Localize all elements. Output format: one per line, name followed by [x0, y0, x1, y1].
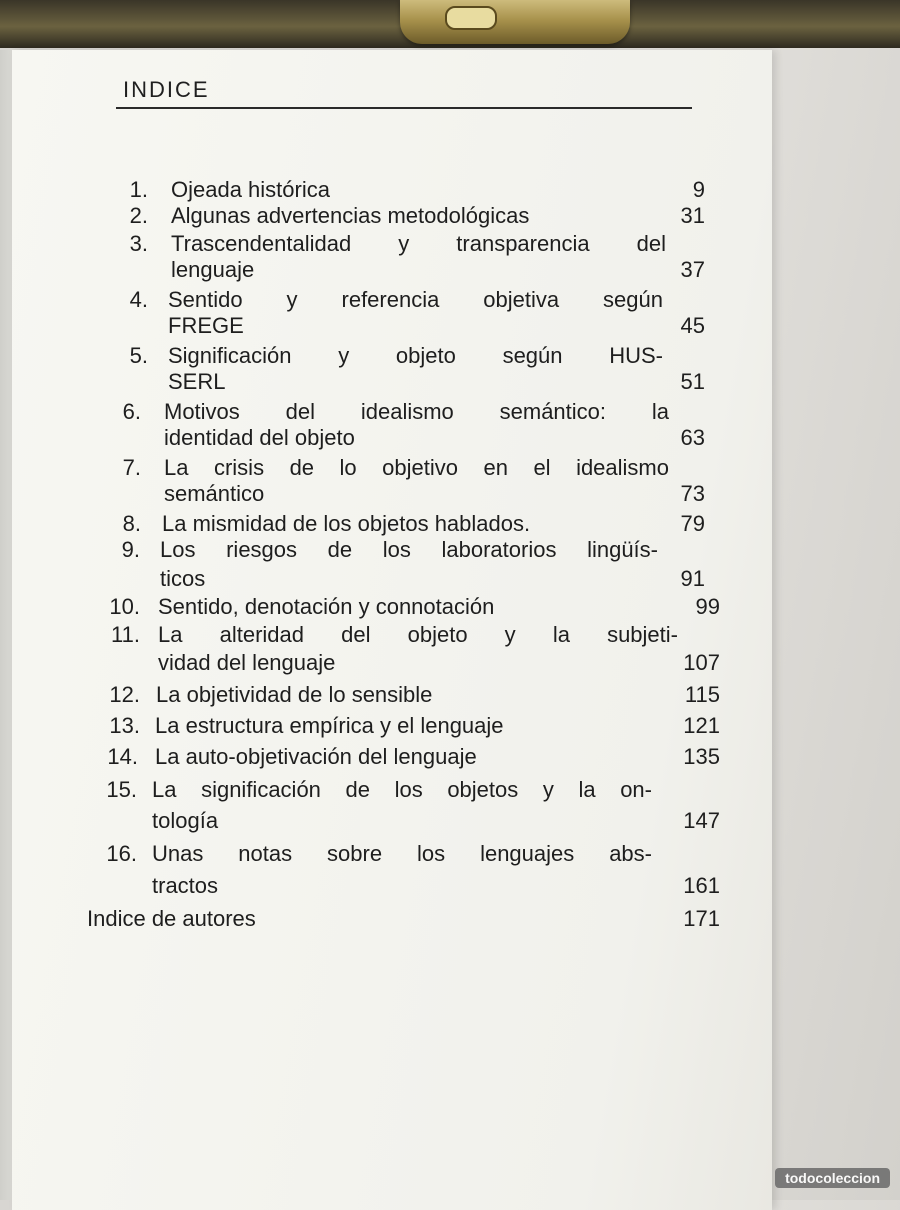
toc-entry-number: 3.: [129, 231, 148, 256]
toc-entry-title: La alteridad del objeto y la subjeti-: [158, 622, 678, 647]
toc-entry-number: 14.: [107, 744, 138, 769]
toc-entry-line: [0, 369, 900, 397]
toc-entry-number: 10.: [109, 594, 140, 619]
toc-entry-page: 31: [680, 203, 705, 228]
toc-entry-line: [0, 481, 900, 509]
toc-entry-title: SERL: [168, 369, 226, 394]
toc-entry-line: [0, 650, 900, 678]
toc-entry-line: [0, 343, 900, 371]
toc-entry-page: 63: [680, 425, 705, 450]
toc-entry-title: La significación de los objetos y la on-: [152, 777, 652, 802]
toc-entry-number: 16.: [106, 841, 137, 866]
toc-entry-title: Algunas advertencias metodológicas: [171, 203, 530, 228]
toc-entry-title: La objetividad de lo sensible: [156, 682, 433, 707]
toc-entry-title: Los riesgos de los laboratorios lingüís-: [160, 537, 658, 562]
toc-entry-line: [0, 511, 900, 539]
toc-entry-line: [0, 713, 900, 741]
toc-entry-page: 115: [684, 682, 720, 707]
binder-clip: [400, 0, 630, 44]
toc-entry-line: [0, 622, 900, 650]
toc-entry-line: [0, 313, 900, 341]
toc-entry-title: Sentido, denotación y connotación: [158, 594, 495, 619]
binder-clip-hinge: [445, 6, 497, 30]
index-authors-label: Indice de autores: [87, 906, 256, 931]
toc-entry-title: FREGE: [168, 313, 244, 338]
toc-entry-line: [0, 808, 900, 836]
toc-entry-number: 8.: [122, 511, 141, 536]
toc-entry-line: [0, 203, 900, 231]
toc-entry-title: La estructura empírica y el lenguaje: [155, 713, 504, 738]
toc-entry-page: 51: [680, 369, 705, 394]
toc-entry-page: 121: [683, 713, 720, 738]
toc-entry-page: 147: [683, 808, 720, 833]
toc-entry-number: 15.: [106, 777, 137, 802]
toc-entry-line: [0, 231, 900, 259]
toc-entry-title: vidad del lenguaje: [158, 650, 336, 675]
toc-entry-page: 107: [683, 650, 720, 675]
toc-entry-number: 6.: [122, 399, 141, 424]
toc-entry-page: 161: [683, 873, 720, 898]
toc-entry-page: 45: [680, 313, 705, 338]
toc-entry-title: lenguaje: [171, 257, 255, 282]
toc-entry-title: La crisis de lo objetivo en el idealismo: [164, 455, 669, 480]
toc-entry-line: [0, 682, 900, 710]
toc-entry-number: 12.: [109, 682, 140, 707]
toc-entry-title: Significación y objeto según HUS-: [168, 343, 663, 368]
toc-entry-title: semántico: [164, 481, 265, 506]
toc-entry-line: [0, 287, 900, 315]
toc-entry-page: 135: [683, 744, 720, 769]
toc-entry-line: [0, 566, 900, 594]
toc-entry-number: 13.: [109, 713, 140, 738]
toc-entry-line: [0, 425, 900, 453]
toc-entry-line: [0, 455, 900, 483]
toc-entry-line: [0, 177, 900, 205]
page-title: INDICE: [123, 77, 210, 102]
toc-entry-number: 9.: [121, 537, 140, 562]
toc-entry-page: 9: [692, 177, 705, 202]
toc-entry-number: 1.: [129, 177, 148, 202]
index-authors-row: [0, 906, 900, 934]
toc-entry-page: 99: [695, 594, 720, 619]
toc-entry-title: La auto-objetivación del lenguaje: [155, 744, 477, 769]
toc-entry-title: tología: [152, 808, 219, 833]
toc-entry-number: 7.: [122, 455, 141, 480]
toc-entry-number: 5.: [129, 343, 148, 368]
toc-entry-title: tractos: [152, 873, 219, 898]
toc-entry-line: [0, 873, 900, 901]
toc-entry-line: [0, 537, 900, 565]
toc-entry-page: 79: [680, 511, 705, 536]
toc-entry-line: [0, 594, 900, 622]
toc-entry-title: identidad del objeto: [164, 425, 355, 450]
toc-entry-title: Motivos del idealismo semántico: la: [164, 399, 669, 424]
header-rule: [116, 107, 692, 109]
toc-entry-line: [0, 257, 900, 285]
toc-entry-title: ticos: [160, 566, 206, 591]
toc-entry-number: 11.: [111, 622, 140, 647]
toc-entry-line: [0, 744, 900, 772]
toc-entry-page: 37: [680, 257, 705, 282]
toc-entry-page: 91: [680, 566, 705, 591]
toc-entry-title: Trascendentalidad y transparencia del: [171, 231, 666, 256]
toc-entry-line: [0, 399, 900, 427]
index-authors-page: 171: [683, 906, 720, 931]
toc-entry-number: 2.: [129, 203, 148, 228]
toc-entry-title: Ojeada histórica: [171, 177, 330, 202]
toc-entry-title: Unas notas sobre los lenguajes abs-: [152, 841, 652, 866]
toc-entry-title: Sentido y referencia objetiva según: [168, 287, 663, 312]
toc-entry-title: La mismidad de los objetos hablados.: [162, 511, 531, 536]
toc-entry-line: [0, 841, 900, 869]
watermark: todocoleccion: [775, 1168, 890, 1188]
toc-entry-line: [0, 777, 900, 805]
toc-entry-number: 4.: [129, 287, 148, 312]
toc-entry-page: 73: [680, 481, 705, 506]
